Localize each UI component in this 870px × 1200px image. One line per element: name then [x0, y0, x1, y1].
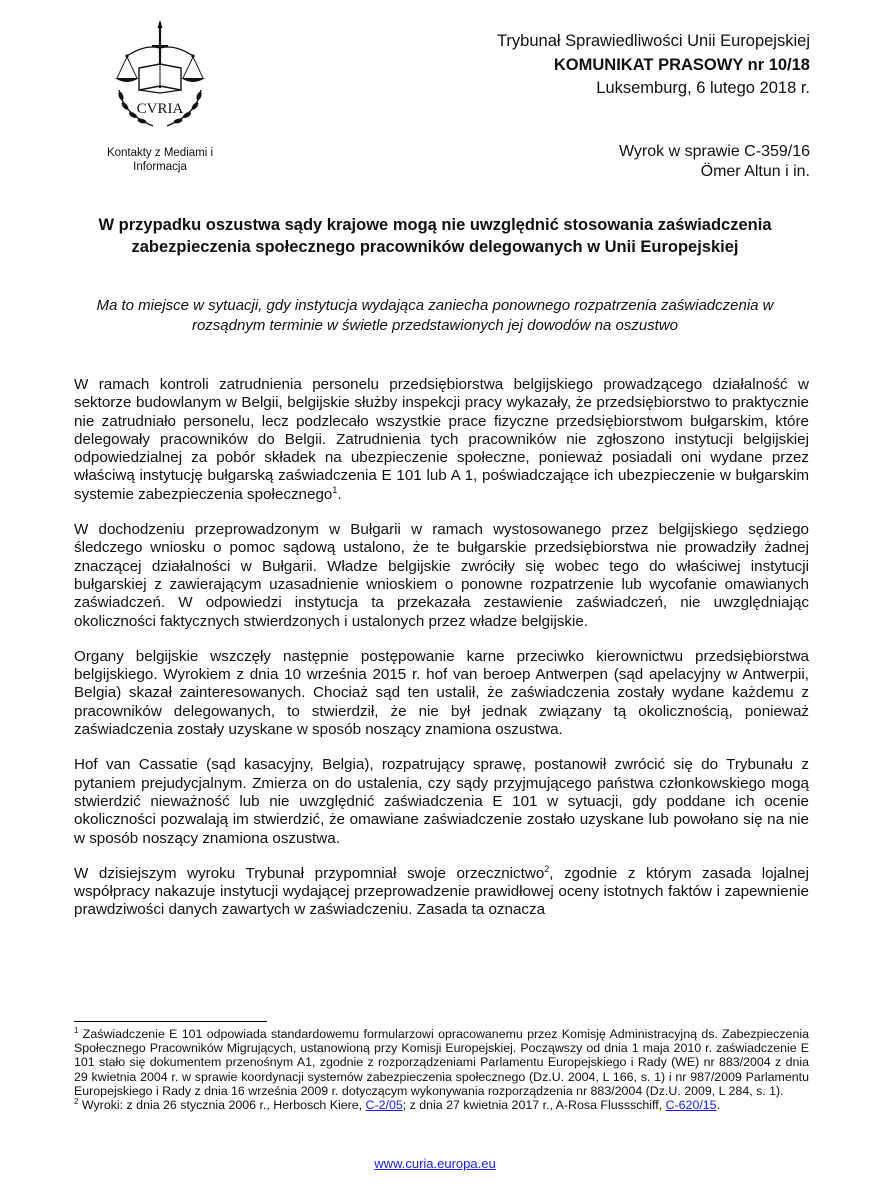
footnote-1	[74, 1027, 809, 1098]
paragraph-text: W dzisiejszym wyroku Trybunał przypomniał swoje orzecznictwo	[74, 864, 545, 882]
paragraph-4: Hof van Cassatie (sąd kasacyjny, Belgia), rozpatrujący sprawę, postanowił zwrócić się do Trybunału z pytaniem prejudycjalnym. Zmierza on do ustalenia, czy sądy przyjmującego państwa członkowskiego mogą stwierdzić nieważność lub nie uwzględnić zaświadczenia E 101 w sytuacji, gdy poddane ich ocenie okoliczności pozwalają im stwierdzić, że omawiane zaświadczenie zostało uzyskane lub powołano się na nie w sposób noszący znamiona oszustwa.	[74, 756, 809, 847]
footnotes	[74, 1027, 809, 1112]
footnote-2	[74, 1098, 809, 1112]
case-parties: Ömer Altun i in.	[700, 163, 810, 180]
paragraph-3: Organy belgijskie wszczęły następnie postępowanie karne przeciwko kierownictwu przedsiębiorstwa belgijskiego. Wyrokiem z dnia 10 września 2015 r. hof van beroep Antwerpen (sąd apelacyjny w Antwerpii, Belgia) skazał zainteresowanych. Chociaż sąd ten ustalił, że zaświadczenia zostały wydane każdemu z pracowników delegowanych, to stwierdził, że nie był jednak związany tą okolicznością, ponieważ zaświadczenia zostały uzyskane w sposób noszący znamiona oszustwa.	[74, 647, 809, 739]
case-link-c-620-15[interactable]: C-620/15	[665, 1098, 717, 1113]
header-info	[497, 30, 810, 99]
paragraph-1	[74, 376, 809, 504]
caption-line-1: Kontakty z Mediami i	[106, 147, 214, 159]
curia-emblem-icon	[105, 18, 215, 130]
caption-line-2: Informacja	[133, 161, 187, 173]
paragraph-5	[74, 865, 809, 920]
logo-block	[60, 18, 260, 174]
footnote-number: 2	[74, 1096, 79, 1106]
footnote-ref-1[interactable]: 1	[332, 484, 338, 495]
body-text	[74, 376, 809, 937]
case-reference-block	[619, 142, 810, 182]
media-contact-caption	[60, 146, 260, 174]
footnote-number: 1	[74, 1025, 79, 1035]
footer	[0, 1156, 870, 1171]
website-link[interactable]: www.curia.europa.eu	[374, 1156, 496, 1171]
paragraph-text: W ramach kontroli zatrudnienia personelu przedsiębiorstwa belgijskiego prowadzącego działalność w sektorze budowlanym w Belgii, belgijskie służby inspekcji pracy wykazały, że przedsiębiorstwo to praktycznie nie zatrudniało personelu, lecz podzlecało wszystkie prace fizyczne przedsiębiorstwom bułgarskim, które delegowały pracowników do Belgii. Zatrudnienia tych pracowników nie zgłoszono instytucji belgijskiej odpowiedzialnej za pobór składek na ubezpieczenie społeczne, ponieważ posiadali oni wydane przez właściwą instytucję bułgarską zaświadczenia E 101 lub A 1, poświadczające ich ubezpieczenie w bułgarskim systemie zabezpieczenia społecznego	[74, 376, 809, 503]
headline: W przypadku oszustwa sądy krajowe mogą nie uwzględnić stosowania zaświadczenia zabezpieczenia społecznego pracowników delegowanych w Unii Europejskiej	[98, 216, 772, 256]
footnote-text: Zaświadczenie E 101 odpowiada standardowemu formularzowi opracowanemu przez Komisję Administracyjną ds. Zabezpieczenia Społecznego Pracowników Migrujących, ustanowioną przy Komisji Europejskiej. Począwszy od dnia 1 maja 2010 r. zaświadczenie E 101 stało się dokumentem przenośnym A1, zgodnie z rozporządzeniami Parlamentu Europejskiego i Rady (WE) nr 883/2004 z dnia 29 kwietnia 2004 r. w sprawie koordynacji systemów zabezpieczenia społecznego (Dz.U. 2004, L 166, s. 1) i nr 987/2009 Parlamentu Europejskiego i Rady z dnia 16 września 2009 r. dotyczącym wykonywania rozporządzenia nr 883/2004 (Dz.U. 2009, L 284, s. 1).	[74, 1027, 809, 1098]
press-release-number: KOMUNIKAT PRASOWY nr 10/18	[553, 56, 810, 74]
paragraph-2: W dochodzeniu przeprowadzonym w Bułgarii w ramach wystosowanego przez belgijskiego sędziego śledczego wniosku o pomoc sądową ustalono, że te bułgarskie przedsiębiorstwa nie prowadziły żadnej znaczącej działalności w Bułgarii. Władze belgijskie zwróciły się wobec tego do właściwej instytucji bułgarskiej z zawierającym uzasadnienie wnioskiem o ponowne rozpatrzenie lub wycofanie omawianych zaświadczeń. W odpowiedzi instytucja ta przekazała zestawienie zaświadczeń, nie uwzględniając okoliczności faktycznych stwierdzonych i ustalonych przez władze belgijskie.	[74, 521, 809, 630]
dateline: Luksemburg, 6 lutego 2018 r.	[596, 79, 810, 97]
subheadline: Ma to miejsce w sytuacji, gdy instytucja wydająca zaniecha ponownego rozpatrzenia zaświadczenia w rozsądnym terminie w świetle przedstawionych jej dowodów na oszustwo	[96, 297, 774, 334]
case-reference: Wyrok w sprawie C-359/16	[618, 143, 810, 160]
footnote-text: ; z dnia 27 kwietnia 2017 r., A-Rosa Flussschiff,	[402, 1098, 666, 1113]
footnote-ref-2[interactable]: 2	[544, 863, 550, 874]
footnote-divider	[74, 1021, 267, 1022]
logo-text: CVRIA	[136, 101, 184, 117]
institution-name: Trybunał Sprawiedliwości Unii Europejskiej	[496, 32, 810, 50]
paragraph-text-tail: .	[337, 485, 342, 503]
case-link-c-2-05[interactable]: C-2/05	[365, 1098, 403, 1113]
footnote-text: .	[716, 1098, 721, 1113]
footnote-text: Wyroki: z dnia 26 stycznia 2006 r., Herbosch Kiere,	[81, 1098, 366, 1113]
paragraph-text-tail: , zgodnie z którym zasada lojalnej współpracy nakazuje instytucji wydającej przeprowadzenie prawidłowej oceny istotnych faktów i zapewnienie prawdziwości danych zawartych w zaświadczeniu. Zasada ta oznacza	[74, 864, 809, 919]
